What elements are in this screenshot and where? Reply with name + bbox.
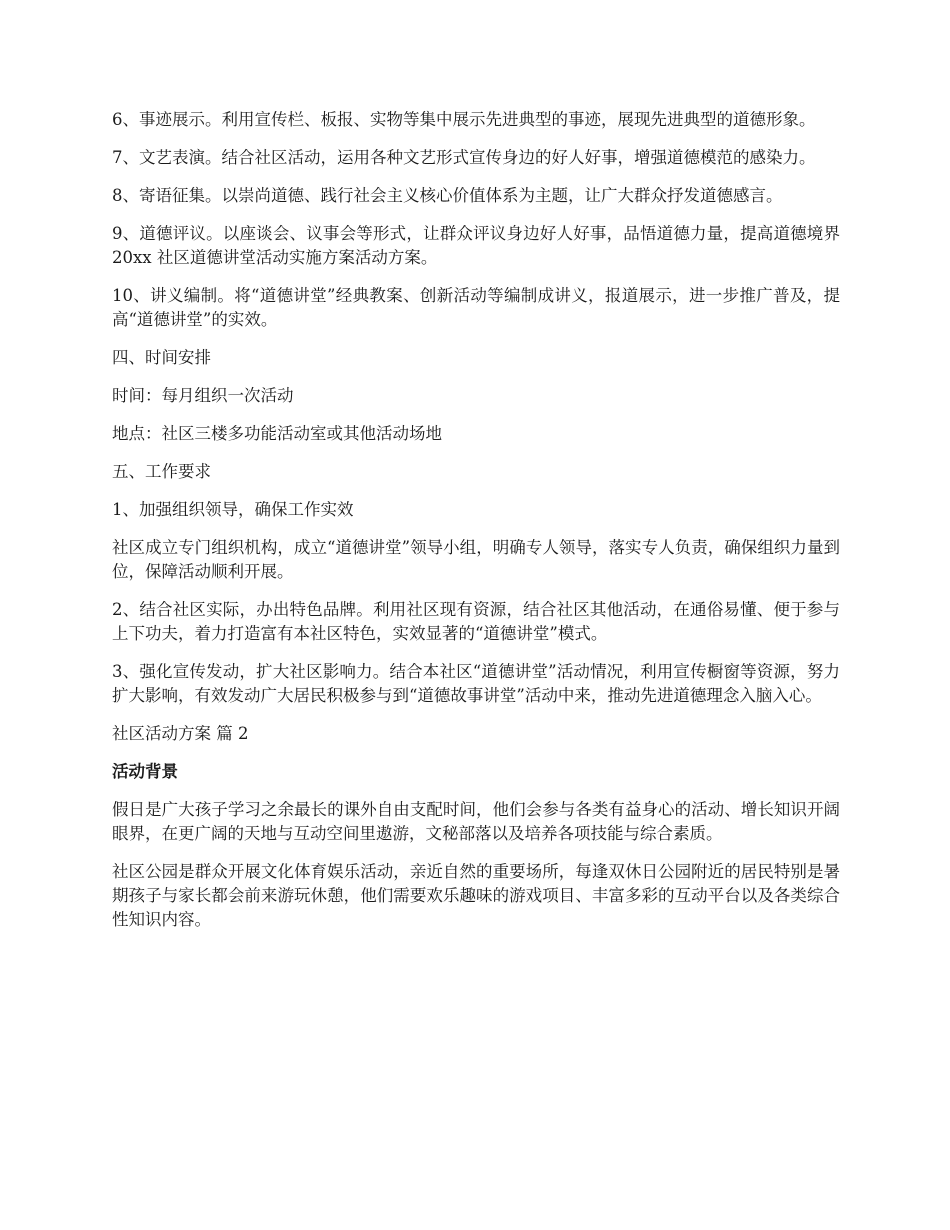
paragraph-item-10: 10、讲义编制。将“道德讲堂”经典教案、创新活动等编制成讲义，报道展示，进一步推广普及，提高“道德讲堂”的实效。 (112, 286, 840, 329)
section-heading-schedule: 四、时间安排 (112, 348, 211, 367)
requirement-2: 2、结合社区实际，办出特色品牌。利用社区现有资源，结合社区其他活动，在通俗易懂、便于参与上下功夫，着力打造富有本社区特色，实效显著的“道德讲堂”模式。 (112, 600, 840, 643)
plan-2-title: 社区活动方案 篇 2 (112, 724, 249, 743)
background-paragraph-1: 假日是广大孩子学习之余最长的课外自由支配时间，他们会参与各类有益身心的活动、增长知识开阔眼界，在更广阔的天地与互动空间里遨游，文秘部落以及培养各项技能与综合素质。 (112, 800, 840, 843)
background-heading: 活动背景 (112, 762, 178, 781)
paragraph-item-6: 6、事迹展示。利用宣传栏、板报、实物等集中展示先进典型的事迹，展现先进典型的道德形象。 (112, 110, 816, 129)
section-heading-requirements: 五、工作要求 (112, 462, 211, 481)
requirement-1-title: 1、加强组织领导，确保工作实效 (112, 500, 354, 519)
schedule-location: 地点：社区三楼多功能活动室或其他活动场地 (112, 424, 442, 443)
paragraph-item-7: 7、文艺表演。结合社区活动，运用各种文艺形式宣传身边的好人好事，增强道德模范的感染力。 (112, 148, 816, 167)
paragraph-item-9: 9、道德评议。以座谈会、议事会等形式，让群众评议身边好人好事，品悟道德力量，提高道德境界 20xx 社区道德讲堂活动实施方案活动方案。 (112, 224, 840, 267)
requirement-1-body: 社区成立专门组织机构，成立“道德讲堂”领导小组，明确专人领导，落实专人负责，确保组织力量到位，保障活动顺利开展。 (112, 538, 840, 581)
schedule-time: 时间：每月组织一次活动 (112, 386, 294, 405)
document-body (112, 108, 840, 946)
requirement-3: 3、强化宣传发动，扩大社区影响力。结合本社区“道德讲堂”活动情况，利用宣传橱窗等资源，努力扩大影响，有效发动广大居民积极参与到“道德故事讲堂”活动中来，推动先进道德理念入脑入心。 (112, 662, 840, 705)
paragraph-item-8: 8、寄语征集。以崇尚道德、践行社会主义核心价值体系为主题，让广大群众抒发道德感言。 (112, 186, 783, 205)
background-paragraph-2: 社区公园是群众开展文化体育娱乐活动，亲近自然的重要场所，每逢双休日公园附近的居民特别是暑期孩子与家长都会前来游玩休憩，他们需要欢乐趣味的游戏项目、丰富多彩的互动平台以及各类综合性知识内容。 (112, 862, 840, 929)
